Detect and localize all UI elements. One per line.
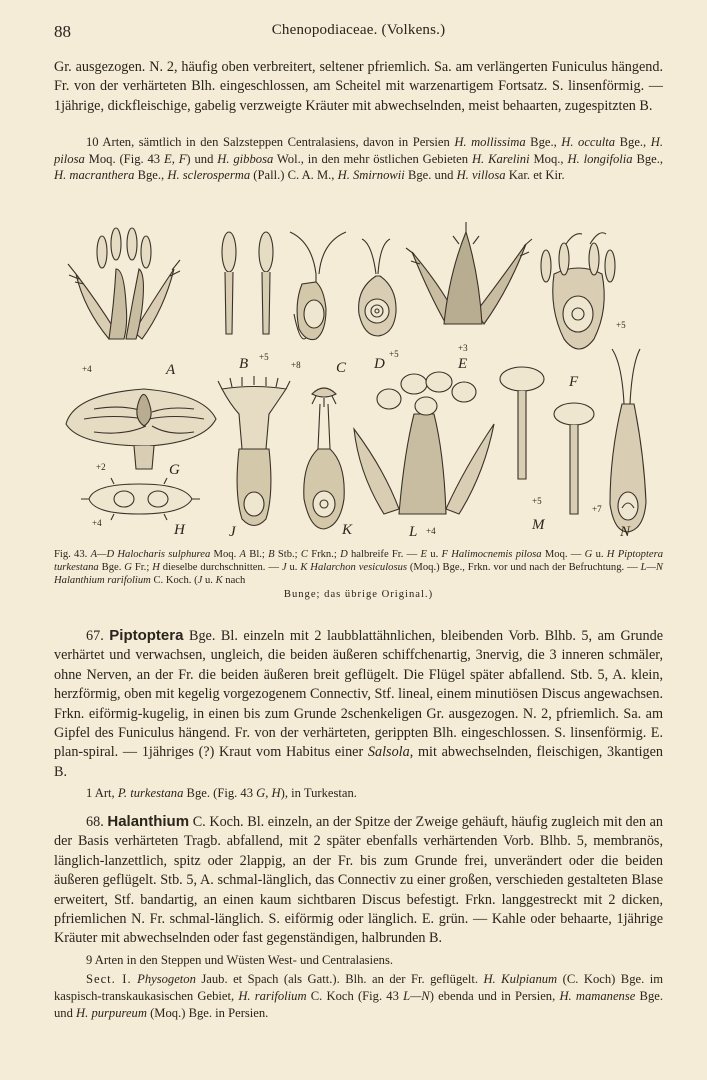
genus-68-species: 9 Arten in den Steppen und Wüsten West- und Centralasiens.: [86, 952, 394, 967]
magnification-c: +8: [291, 360, 301, 370]
figure-caption: Fig. 43. A—D Halocharis sulphurea Moq. A Bl.; B Stb.; C Frkn.; D halbreife Fr. — E u. F Halimocnemis pilosa Moq. — G u. H Piptoptera turkestana Bge. G Fr.; H dieselbe durchschnitten. — J u. K Halarchon vesiculosus (Moq.) Bge., Frkn. vor und nach der Befruchtung. — L—N Halanthium rarifolium C. Koch. (J u. K nach Bunge; das übrige Original.): [54, 549, 664, 600]
figure-a-flower: [68, 228, 180, 339]
genus-68-section: Sect. I. Physogeton Jaub. et Spach (als Gatt.). Blh. an der Fr. geflügelt. H. Kulpianum (C. Koch) Bge. im kaspisch-transkaukasischen Gebiet, H. rarifolium C. Koch (Fig. 43 L—N) ebenda und in Persien, H. mamanense Bge. und H. purpureum (Moq.) Bge. in Persien.: [54, 972, 663, 1020]
magnification-g: +2: [96, 462, 106, 472]
figure-b-stamens: [222, 232, 273, 334]
top-paragraph-block: [54, 58, 663, 116]
figure-f-section: [541, 233, 615, 349]
running-head: Chenopodiaceae. (Volkens.): [271, 22, 446, 38]
species-note: 10 Arten, sämtlich in den Salzsteppen Centralasiens, davon in Persien H. mollissima Bge., H. occulta Bge., H. pilosa Moq. (Fig. 43 E, F) und H. gibbosa Wol., in den mehr östlichen Gebieten H. Karelini Moq., H. longifolia Bge., H. macranthera Bge., H. sclerosperma (Pall.) C. A. M., H. Smirnowii Bge. und H. villosa Kar. et Kir.: [54, 135, 664, 183]
genus-67-description: 67. Piptoptera Bge. Bl. einzeln mit 2 laubblattähnlichen, bleibenden Vorb. Blhb. 5, am Grunde verhärtet und verwachsen, ungleich, die beiden äußeren schiffchenartig, 3nervig, die 3 inneren schmäler, ohne Nerven, an der Fr. die beiden äußeren breit geflügelt. Die Flügel später abfallend. Stb. 5, A. klein, herzförmig, oben mit kegelig vorgezogenem Connectiv, Stf. lineal, einem minutiösen Discus angewachsen. Frkn. eiförmig-kugelig, in einen bis zum Grunde 2schenkeligen Gr. ausgezogen. N. 2, pfriemlich. Sa. am Gipfel des Funiculus hängend. Fr. von der verhärteten, gerippten Blh. eingeschlossen. S. linsenförmig. E. plan-spiral. — 1jähriges (?) Kraut vom Habitus einer Salsola, mit abwechselnden, fleischigen, 3kantigen B.: [54, 627, 663, 780]
genus-67-species: 1 Art, P. turkestana Bge. (Fig. 43 G, H), in Turkestan.: [86, 786, 357, 801]
figure-m-stamens: [500, 367, 594, 514]
figure-label-g: G: [169, 462, 180, 478]
magnification-d: +5: [389, 349, 399, 359]
magnification-m: +5: [532, 496, 542, 506]
figure-k-ovary: [304, 388, 344, 529]
figure-j-ovary: [218, 376, 290, 526]
genus-68-block: [54, 812, 663, 1021]
figure-h-cross-section: [81, 478, 200, 520]
magnification-b: +5: [259, 352, 269, 362]
page-number: 88: [54, 22, 71, 41]
figure-g-winged-fruit: [66, 389, 216, 469]
figure-label-k: K: [342, 522, 353, 538]
figure-label-j: J: [229, 524, 236, 540]
figure-label-h: H: [174, 522, 185, 538]
figure-label-e: E: [458, 356, 468, 372]
genus-67-name: Piptoptera: [109, 627, 184, 644]
magnification-e: +3: [458, 343, 468, 353]
magnification-n: +7: [592, 504, 602, 514]
figure-c-ovary: [290, 232, 346, 340]
botanical-figure-43: [54, 214, 663, 544]
figure-l-flower: [354, 372, 494, 514]
figure-label-n: N: [620, 524, 631, 540]
figure-label-a: A: [166, 362, 176, 378]
page-header: [54, 22, 663, 46]
genus-67-block: [54, 626, 663, 802]
genus-68-description: 68. Halanthium C. Koch. Bl. einzeln, an der Spitze der Zweige gehäuft, häufig zugleich mit den an der Basis verhärteten Tragb. abfallend, mit 2 später ebenfalls verhärtenden Vorb. Blhb. 5, membranös, länglich-lanzettlich, spitz oder 2lappig, an der Fr. bis zum Grunde frei, unverändert oder die beiden äußeren geflügelt. Stb. 5, A. schmal-länglich, das Connectiv zu einer großen, verschieden gestalteten Blase erweitert, Stf. bandartig, an einen kaum sichtbaren Discus befestigt. Frkn. langgestreckt mit 2 dicken, pfriemlichen N. Fr. schmal-länglich. S. eiförmig oder länglich. E. grün. — Kahle oder behaarte, 1jährige Kräuter mit abwechselnden oder fast gegenständigen, halbrunden B.: [54, 813, 664, 947]
figure-label-c: C: [336, 360, 347, 376]
figure-label-l: L: [409, 524, 418, 540]
magnification-l: +4: [426, 526, 436, 536]
figure-label-b: B: [239, 356, 249, 372]
figure-label-f: F: [569, 374, 579, 390]
figure-d-fruit: [359, 239, 396, 336]
top-paragraph: Gr. ausgezogen. N. 2, häufig oben verbreitert, seltener pfriemlich. Sa. am verlängerten Funiculus hängend. Fr. von der verhärteten Blh. eingeschlossen, am Scheitel mit warzenartigem Fortsatz. S. linsenförmig. — 1jährige, dickfleischige, gabelig verzweigte Kräuter mit abwechselnden, meist behaarten, zugespitzten B.: [54, 59, 663, 114]
figure-n-ovary: [610, 349, 646, 532]
figure-label-m: M: [532, 517, 545, 533]
species-note-block: [54, 134, 663, 184]
figure-e-flower: [406, 222, 532, 324]
magnification-h: +4: [92, 518, 102, 528]
genus-68-name: Halanthium: [107, 813, 190, 830]
figure-label-d: D: [374, 356, 385, 372]
magnification-a: +4: [82, 364, 92, 374]
magnification-f: +5: [616, 320, 626, 330]
